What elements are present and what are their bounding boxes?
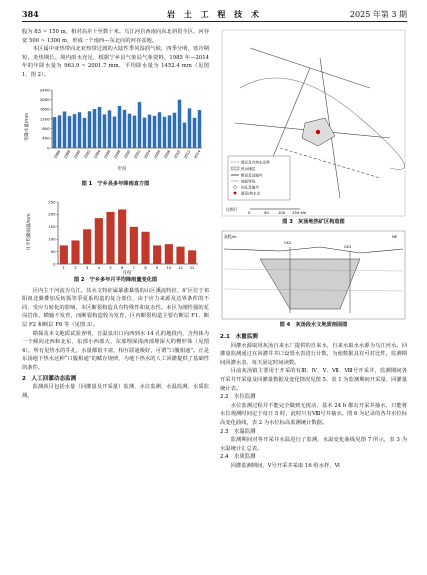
svg-text:100: 100 [278, 210, 286, 215]
bar [93, 109, 97, 148]
fig1-chart [22, 82, 209, 172]
ground-surface [224, 247, 403, 253]
legend-item: 热水储层 [241, 167, 256, 171]
bar [183, 122, 187, 147]
bar [98, 106, 102, 147]
fig2-ylabel: 月平均降雨量/mm [27, 212, 32, 251]
fig4-section [220, 229, 407, 321]
svg-text:150 km: 150 km [292, 210, 307, 215]
fig1-caption: 图 1 宁乡县多年降雨直方图 [81, 180, 150, 187]
bar [88, 111, 92, 148]
legend [228, 156, 290, 200]
y-tick-label: 0 [47, 144, 50, 150]
y-tick-label: 2400 [39, 86, 50, 92]
fig3-map [220, 28, 407, 218]
paragraph: 本区属中亚热带向北亚热带过渡的大陆性季风湿润气候，四季分明，寒冷期短，炎热期长。境内雨水充足，根据宁乡县气象局气象资料，1985 年—2014 年的年降水量为 963.9 ~ 2001.7 mm，平均降水量为 1452.4 mm（见图 1、图 2）。 [22, 46, 209, 78]
bar [153, 115, 157, 147]
bar [188, 108, 192, 148]
y-tick-label: 150 [48, 223, 56, 229]
x-tick-label: 12 [189, 265, 195, 270]
bar [68, 116, 72, 148]
bar [198, 110, 202, 148]
x-tick-label: 2000 [123, 149, 132, 159]
paragraph: 监测期间对各开采井水温进行了监测，水温变化曲线见图 7 所示，表 3 为水温统计汇总表。 [220, 437, 407, 452]
page-number: 384 [22, 9, 39, 19]
x-tick-label: 6 [121, 265, 124, 270]
bar [188, 250, 196, 264]
figure-2 [22, 194, 209, 276]
bar [60, 245, 68, 264]
well-label: CK3 [344, 245, 352, 249]
paragraph: 回灌水源取用灰汤自来水厂提供的自来水，自来水取水水源为乌江河水。回灌量监测通过在回灌井井口设置水表进行计数，为使数据具有可对比性，监测期间回灌水表、每天固定时间读数。 [220, 342, 407, 366]
hot-water-body [260, 259, 360, 309]
x-tick-label: 1996 [103, 149, 112, 159]
bar [123, 109, 127, 147]
fault-line [280, 148, 380, 178]
bar [158, 112, 162, 148]
well-label: CK2 [284, 241, 292, 245]
x-tick-label: 1992 [83, 149, 92, 159]
y-tick-label: 200 [48, 211, 56, 217]
x-tick-label: 2012 [183, 149, 192, 159]
bar [148, 114, 152, 147]
fig2-chart [22, 194, 209, 276]
fig1-xlabel: 年份 [117, 166, 127, 172]
section-heading: 2 人工回灌动态监测 [22, 375, 77, 382]
x-tick-label: 8 [144, 265, 147, 270]
fig4-caption: 图 4 灰汤段水文地质剖面图 [279, 322, 348, 328]
y-tick-label: 0 [53, 260, 56, 266]
bar [78, 112, 82, 148]
x-tick-label: 4 [97, 265, 100, 270]
fig2-xlabel: 月份 [122, 270, 132, 276]
bar [113, 116, 117, 147]
x-tick-label: 2002 [133, 149, 142, 159]
paragraph: 股为 83 ~ 150 m，相对高差十至数十米。乌江河自西南向东北斜贯全区，河谷宽 500 ~ 1300 m，形成一个南西—东北向的河谷盆地。 [22, 29, 209, 44]
bar [133, 115, 137, 147]
bar [118, 106, 122, 148]
journal-title: 岩 土 工 程 技 术 [167, 9, 262, 19]
bar [106, 211, 114, 263]
x-tick-label: 2010 [173, 149, 182, 159]
bar [130, 226, 138, 263]
x-tick-label: 3 [86, 265, 89, 270]
legend-item: 缓区及冷热水边界 [241, 160, 270, 165]
bar [193, 117, 197, 147]
section-heading: 2.2 水位监测 [220, 394, 256, 401]
legend-item: 断层及其编号 [241, 173, 263, 178]
section-heading: 2.3 水温监测 [220, 428, 256, 435]
y-tick-label: 800 [42, 125, 50, 131]
x-tick-label: 2004 [143, 149, 152, 159]
x-tick-label: 7 [132, 265, 135, 270]
x-tick-label: 1986 [53, 149, 62, 159]
issue-label: 2025 年第 3 期 [349, 10, 407, 19]
bar [153, 245, 161, 264]
bar [83, 117, 87, 147]
x-tick-label: 2 [74, 265, 77, 270]
fig4-north-label: NE [392, 234, 398, 239]
fig1-ylabel: 年降水量/mm [25, 112, 30, 141]
bar [63, 111, 67, 147]
legend-item: 地质界线 [241, 179, 256, 184]
bar [83, 229, 91, 264]
svg-text:0: 0 [248, 210, 251, 215]
bar [163, 116, 167, 147]
right-column [220, 28, 407, 471]
section-heading: 2.4 水质监测 [220, 454, 256, 461]
legend-item: 钻孔及编号 [241, 185, 259, 190]
x-tick-label: 1994 [93, 149, 102, 159]
bar [95, 218, 103, 264]
legend-item: 温泉/热水点 [241, 191, 261, 196]
bar [71, 240, 79, 264]
bar [143, 117, 147, 147]
y-tick-label: 50 [50, 248, 56, 254]
bar [118, 209, 126, 264]
figure-3 [220, 28, 407, 218]
fig4-left-label: 高程/m [224, 234, 237, 239]
y-tick-label: 100 [48, 236, 56, 242]
section-heading: 2.1 水量监测 [220, 334, 258, 340]
bar [138, 102, 142, 148]
fig2-caption: 图 2 宁乡多年月平均降雨量变化图 [73, 276, 158, 283]
y-tick-label: 1200 [39, 115, 50, 121]
bar [176, 246, 184, 263]
y-tick-label: 250 [48, 198, 56, 204]
x-tick-label: 1998 [113, 149, 122, 159]
x-tick-label: 10 [166, 265, 172, 270]
bar [128, 113, 132, 147]
fig3-caption: 图 3 灰汤地热矿区构造图 [282, 219, 345, 225]
x-tick-label: 9 [156, 265, 159, 270]
page-header [22, 6, 407, 22]
svg-text:50: 50 [264, 210, 269, 215]
y-tick-label: 400 [42, 135, 50, 141]
x-tick-label: 2014 [193, 149, 202, 159]
paragraph: 回灌监测期间，Ⅴ号开采井采取 16 组水样，Ⅵ [230, 462, 340, 469]
hot-spring-icon [316, 130, 320, 134]
x-tick-label: 5 [109, 265, 112, 270]
x-tick-label: 2006 [153, 149, 162, 159]
bar [141, 231, 149, 263]
figure-4 [220, 229, 407, 321]
bar [165, 244, 173, 264]
x-tick-label: 1 [62, 265, 65, 270]
paragraph: 区内主干河流为乌江，其水文特征属暴涨暴落的山区溪流特征，矿区位于祁阳祖北翼叠加反转狐等爭夏系构造的复合部位，由于应力来源及边界条件的不同，受应力转化的影响，本区断裂构造具有特殊性和复杂性。本区为刚性强的花岗岩体，横轴不发育，而断裂构造较为发育，区内断裂构造主要有断层 F1、断层 F2 和断层 F6 等（见图 3）。 [22, 287, 209, 328]
left-column [22, 28, 209, 400]
bar [173, 112, 177, 147]
x-tick-label: 11 [178, 265, 183, 270]
y-tick-label: 1600 [39, 106, 50, 112]
x-tick-label: 1990 [73, 149, 82, 159]
scale-bar [226, 207, 307, 215]
x-tick-label: 2008 [163, 149, 172, 159]
paragraph: 监测项目包括水量（回灌量及开采量）监测、水位监测、水温监测、水质监测。 [22, 384, 209, 399]
bar [108, 110, 112, 148]
bar [103, 114, 107, 148]
bar [58, 115, 62, 148]
bar [53, 117, 57, 148]
scale-label: 比例尺 [226, 207, 238, 212]
paragraph: 水位监测过程并不能完全做到无扰动，基本 24 h 都有开采井抽水，只能将水位观测时间定于每日 5 时，此时只有Ⅷ号井抽水。图 6 为记录的各井水位标高变化曲线，表 2 为水位标高监测统计数据。 [220, 402, 407, 426]
bar [168, 115, 172, 148]
bar [73, 114, 77, 148]
y-tick-label: 2000 [39, 96, 50, 102]
figure-1 [22, 82, 209, 180]
bar [178, 99, 182, 147]
x-tick-label: 1988 [63, 149, 72, 159]
paragraph: 勘探及本文地质试验查明，自温泉出口向西到水 14 孔的地段内，含热体为一个倾向北西和北东、东部小西部大、东部埋深浅西部埋深大的楔形体（见图 4）。所有见热水的井孔，水量都很丰富，相互联通极好，可谓“口腹相通”。正是东汤地下热水这种“口腹相通”的赋存规律，为地下热水的人工回灌提供了基础性的条件。 [22, 330, 209, 371]
paragraph: 目前灰汤镇主要用于开采的有Ⅲ、Ⅳ、Ⅴ、Ⅶ、Ⅷ号开采井，监测期间各开采井开采量及回灌量数据及变化情况见图 5、表 1 为监测期间开采量、回灌量统计表。 [220, 368, 407, 392]
